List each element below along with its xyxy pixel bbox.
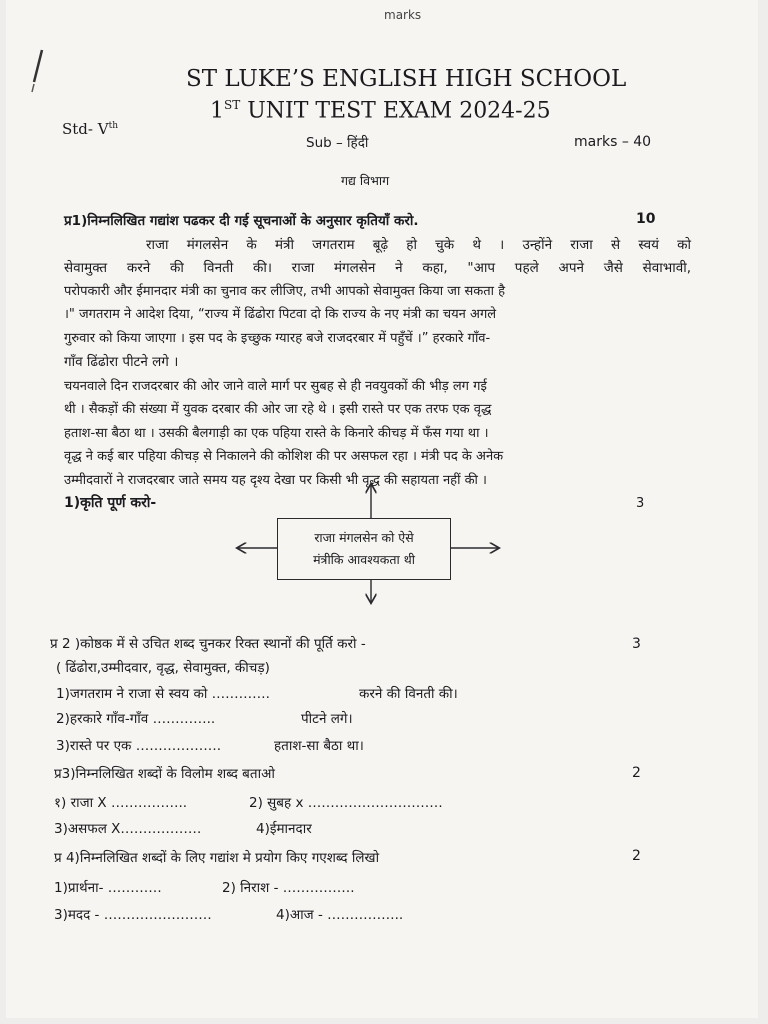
q2-sentence-3-start: 3)रास्ते पर एक ………………. [56, 738, 222, 754]
q4-item-2: 2) निराश - ……………. [222, 880, 355, 896]
passage-line: चयनवाले दिन राजदरबार की ओर जाने वाले मार्ग पर सुबह से ही नवयुवकों की भीड़ लग गई [64, 379, 487, 394]
std-sup: th [108, 121, 118, 131]
exam-paper [6, 0, 758, 1018]
q3-item-4: 4)ईमानदार [256, 821, 312, 837]
q2-sentence-1-end: करने की विनती की। [359, 686, 458, 702]
q2-heading: प्र 2 )कोष्ठक में से उचित शब्द चुनकर रिक्त स्थानों की पूर्ति करो - [50, 636, 366, 652]
q1-heading: प्र1)निम्नलिखित गद्यांश पढकर दी गई सूचनाओं के अनुसार कृतियाँ करो. [64, 213, 419, 229]
q3-marks: 2 [632, 765, 641, 781]
q2-sentence-3-end: हताश-सा बैठा था। [274, 738, 364, 754]
passage-line: उम्मीदवारों ने राजदरबार जाते समय यह दृश्य देखा पर किसी भी वृद्ध की सहायता नहीं की । [64, 473, 487, 488]
school-name: ST LUKE’S ENGLISH HIGH SCHOOL [186, 66, 627, 92]
q2-sentence-2-end: पीटने लगे। [301, 711, 353, 727]
q4-item-4: 4)आज - …………….. [276, 907, 404, 923]
passage-line: वृद्ध ने कई बार पहिया कीचड़ से निकालने की कोशिश की पर असफल रहा । मंत्री पद के अनेक [64, 449, 504, 464]
q1-marks: 10 [636, 211, 656, 227]
q3-item-3: 3)असफल X……………… [54, 821, 202, 837]
box-line: मंत्रीकि आवश्यकता थी [313, 552, 415, 567]
exam-name: UNIT TEST EXAM 2024-25 [240, 98, 551, 124]
q2-marks: 3 [632, 636, 641, 652]
q3-item-1: १) राजा X …………….. [54, 795, 188, 811]
exam-ordinal: ST [224, 98, 241, 112]
passage-line: परोपकारी और ईमानदार मंत्री का चुनाव कर लीजिए, तभी आपको सेवामुक्त किया जा सकता है [64, 284, 506, 299]
q2-word-bank: ( ढिंढोरा,उम्मीदवार, वृद्ध, सेवामुक्त, कीचड़) [56, 660, 270, 676]
exam-number: 1 [210, 98, 224, 124]
section-title: गद्य विभाग [341, 173, 390, 188]
q2-sentence-1-start: 1)जगतराम ने राजा से स्वय को …………. [56, 686, 270, 702]
passage-line: राजा मंगलसेन के मंत्री जगतराम बूढ़े हो चुके थे । उन्होंने राजा से स्वयं को [146, 237, 691, 253]
passage-line: ।" जगतराम ने आदेश दिया, “राज्य में ढिंढोरा पिटवा दो कि राज्य के नए मंत्री का चयन अगले [64, 307, 497, 322]
q2-sentence-2-start: 2)हरकारे गाँव-गाँव ………….. [56, 711, 216, 727]
q1-sub1-label: 1)कृति पूर्ण करो- [64, 495, 157, 511]
q4-heading: प्र 4)निम्नलिखित शब्दों के लिए गद्यांश मे प्रयोग किए गएशब्द लिखो [54, 850, 380, 866]
passage-line: सेवामुक्त करने की विनती की। राजा मंगलसेन ने कहा, "आप पहले अपने जैसे सेवाभावी, [64, 260, 691, 276]
q4-item-1: 1)प्रार्थना- ………… [54, 880, 162, 896]
std-text: Std- V [62, 120, 109, 138]
q4-marks: 2 [632, 848, 641, 864]
subject-label: Sub – हिंदी [306, 135, 369, 151]
passage-line: थी । सैकड़ों की संख्या में युवक दरबार की ओर जा रहे थे । इसी रास्ते पर एक तरफ एक वृद्ध [64, 402, 492, 417]
passage-line: हताश-सा बैठा था । उसकी बैलगाड़ी का एक पहिया रास्ते के किनारे कीचड़ में फँस गया था । [64, 426, 489, 441]
passage-line: गाँव ढिंढोरा पीटने लगे । [64, 354, 179, 370]
q3-item-2: 2) सुबह x ………………………… [249, 795, 443, 811]
concept-box [277, 518, 451, 580]
q1-sub1-marks: 3 [636, 496, 645, 511]
total-marks: marks – 40 [574, 134, 652, 150]
q4-item-3: 3)मदद - …………………… [54, 907, 212, 923]
top-scrap-text: marks [384, 8, 422, 22]
box-line: राजा मंगलसेन को ऐसे [314, 530, 414, 545]
passage-line: गुरुवार को किया जाएगा । इस पद के इच्छुक ग्यारह बजे राजदरबार में पहुँचें ।” हरकारे गाँव- [64, 331, 491, 346]
q3-heading: प्र3)निम्नलिखित शब्दों के विलोम शब्द बताओ [54, 766, 275, 782]
